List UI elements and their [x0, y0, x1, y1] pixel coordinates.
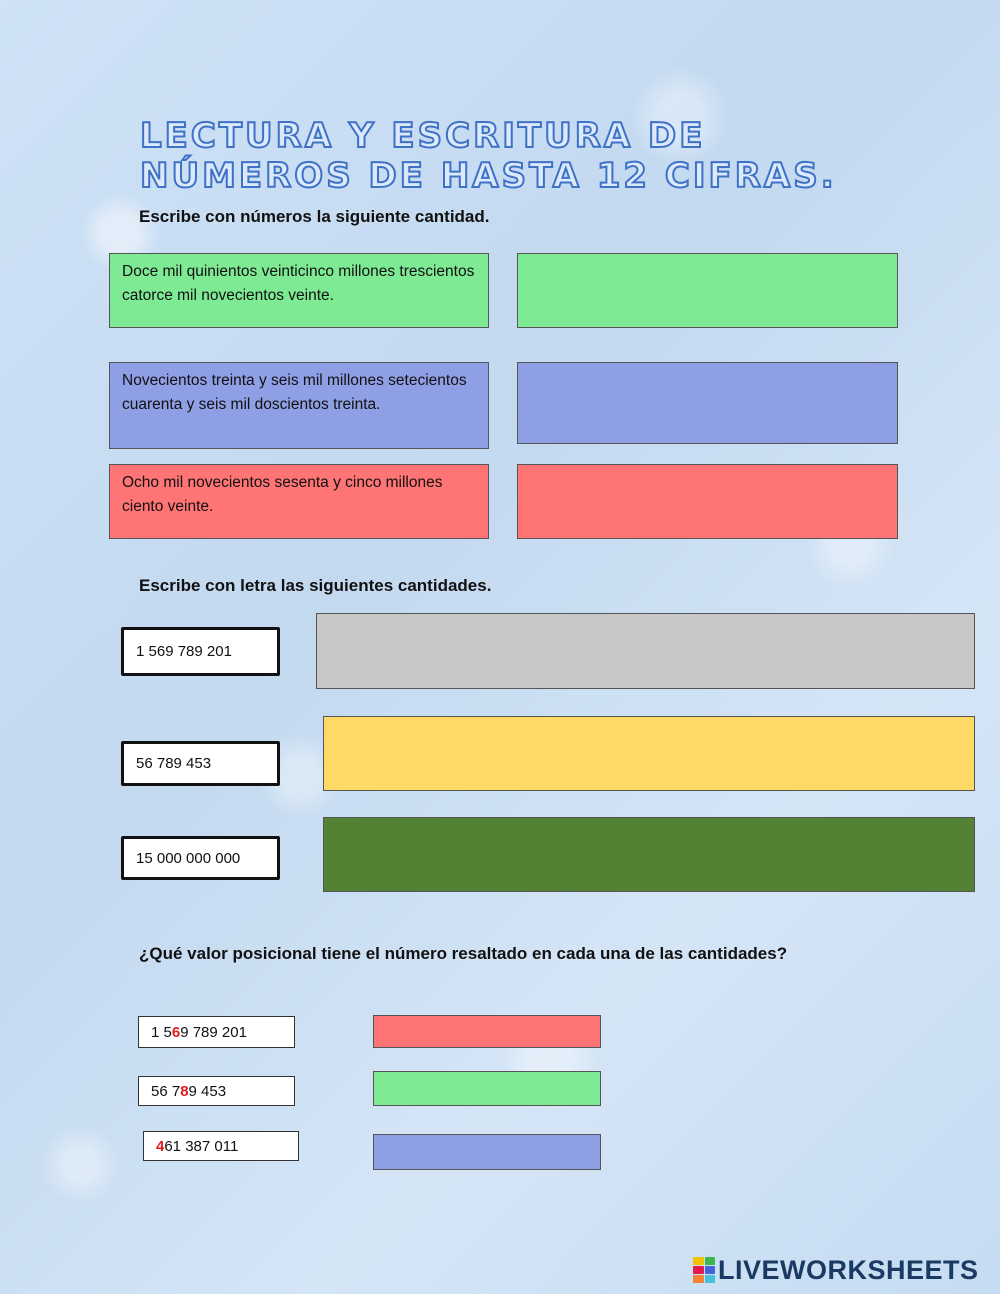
logo-square	[705, 1266, 716, 1274]
s2-answer-1[interactable]	[316, 613, 975, 689]
s3-number-1-highlight: 6	[171, 1023, 181, 1041]
section2-heading: Escribe con letra las siguientes cantidades.	[139, 576, 492, 595]
section3-heading: ¿Qué valor posicional tiene el número resaltado en cada una de las cantidades?	[139, 944, 788, 963]
s2-number-2: 56 789 453	[121, 741, 280, 786]
logo-square	[705, 1257, 716, 1265]
s1-prompt-2: Novecientos treinta y seis mil millones setecientos cuarenta y seis mil doscientos treinta.	[109, 362, 489, 449]
s2-answer-2[interactable]	[323, 716, 975, 791]
s2-answer-3[interactable]	[323, 817, 975, 892]
s1-answer-2[interactable]	[517, 362, 898, 444]
s3-number-2-before: 56 7	[151, 1082, 181, 1100]
s3-number-1-after: 9 789 201	[180, 1023, 247, 1041]
logo-square	[693, 1266, 704, 1274]
s1-prompt-3: Ocho mil novecientos sesenta y cinco millones ciento veinte.	[109, 464, 489, 539]
s2-number-3: 15 000 000 000	[121, 836, 280, 880]
s3-number-3-highlight: 4	[156, 1137, 165, 1155]
s3-answer-2[interactable]	[373, 1071, 601, 1106]
liveworksheets-logo-icon	[693, 1257, 715, 1283]
logo-square	[693, 1257, 704, 1265]
s3-number-2-after: 9 453	[188, 1082, 227, 1100]
s3-answer-3[interactable]	[373, 1134, 601, 1170]
s3-number-1-before: 1 5	[151, 1023, 172, 1041]
logo-square	[693, 1275, 704, 1283]
worksheet-title-line-1: LECTURA Y ESCRITURA DE	[140, 116, 706, 156]
s1-answer-1[interactable]	[517, 253, 898, 328]
s3-number-1	[138, 1016, 295, 1048]
s3-answer-1[interactable]	[373, 1015, 601, 1048]
logo-square	[705, 1275, 716, 1283]
brand-name: LIVEWORKSHEETS	[718, 1254, 979, 1285]
liveworksheets-brand[interactable]	[693, 1255, 979, 1285]
s3-number-2	[138, 1076, 295, 1106]
worksheet-title-line-2: NÚMEROS DE HASTA 12 CIFRAS.	[140, 156, 837, 196]
section1-heading: Escribe con números la siguiente cantidad.	[139, 207, 490, 226]
s1-answer-3[interactable]	[517, 464, 898, 539]
s3-number-3-after: 61 387 011	[164, 1137, 239, 1155]
s1-prompt-1: Doce mil quinientos veinticinco millones trescientos catorce mil novecientos veinte.	[109, 253, 489, 328]
s3-number-3	[143, 1131, 299, 1161]
s3-number-2-highlight: 8	[180, 1082, 189, 1100]
s2-number-1: 1 569 789 201	[121, 627, 280, 676]
